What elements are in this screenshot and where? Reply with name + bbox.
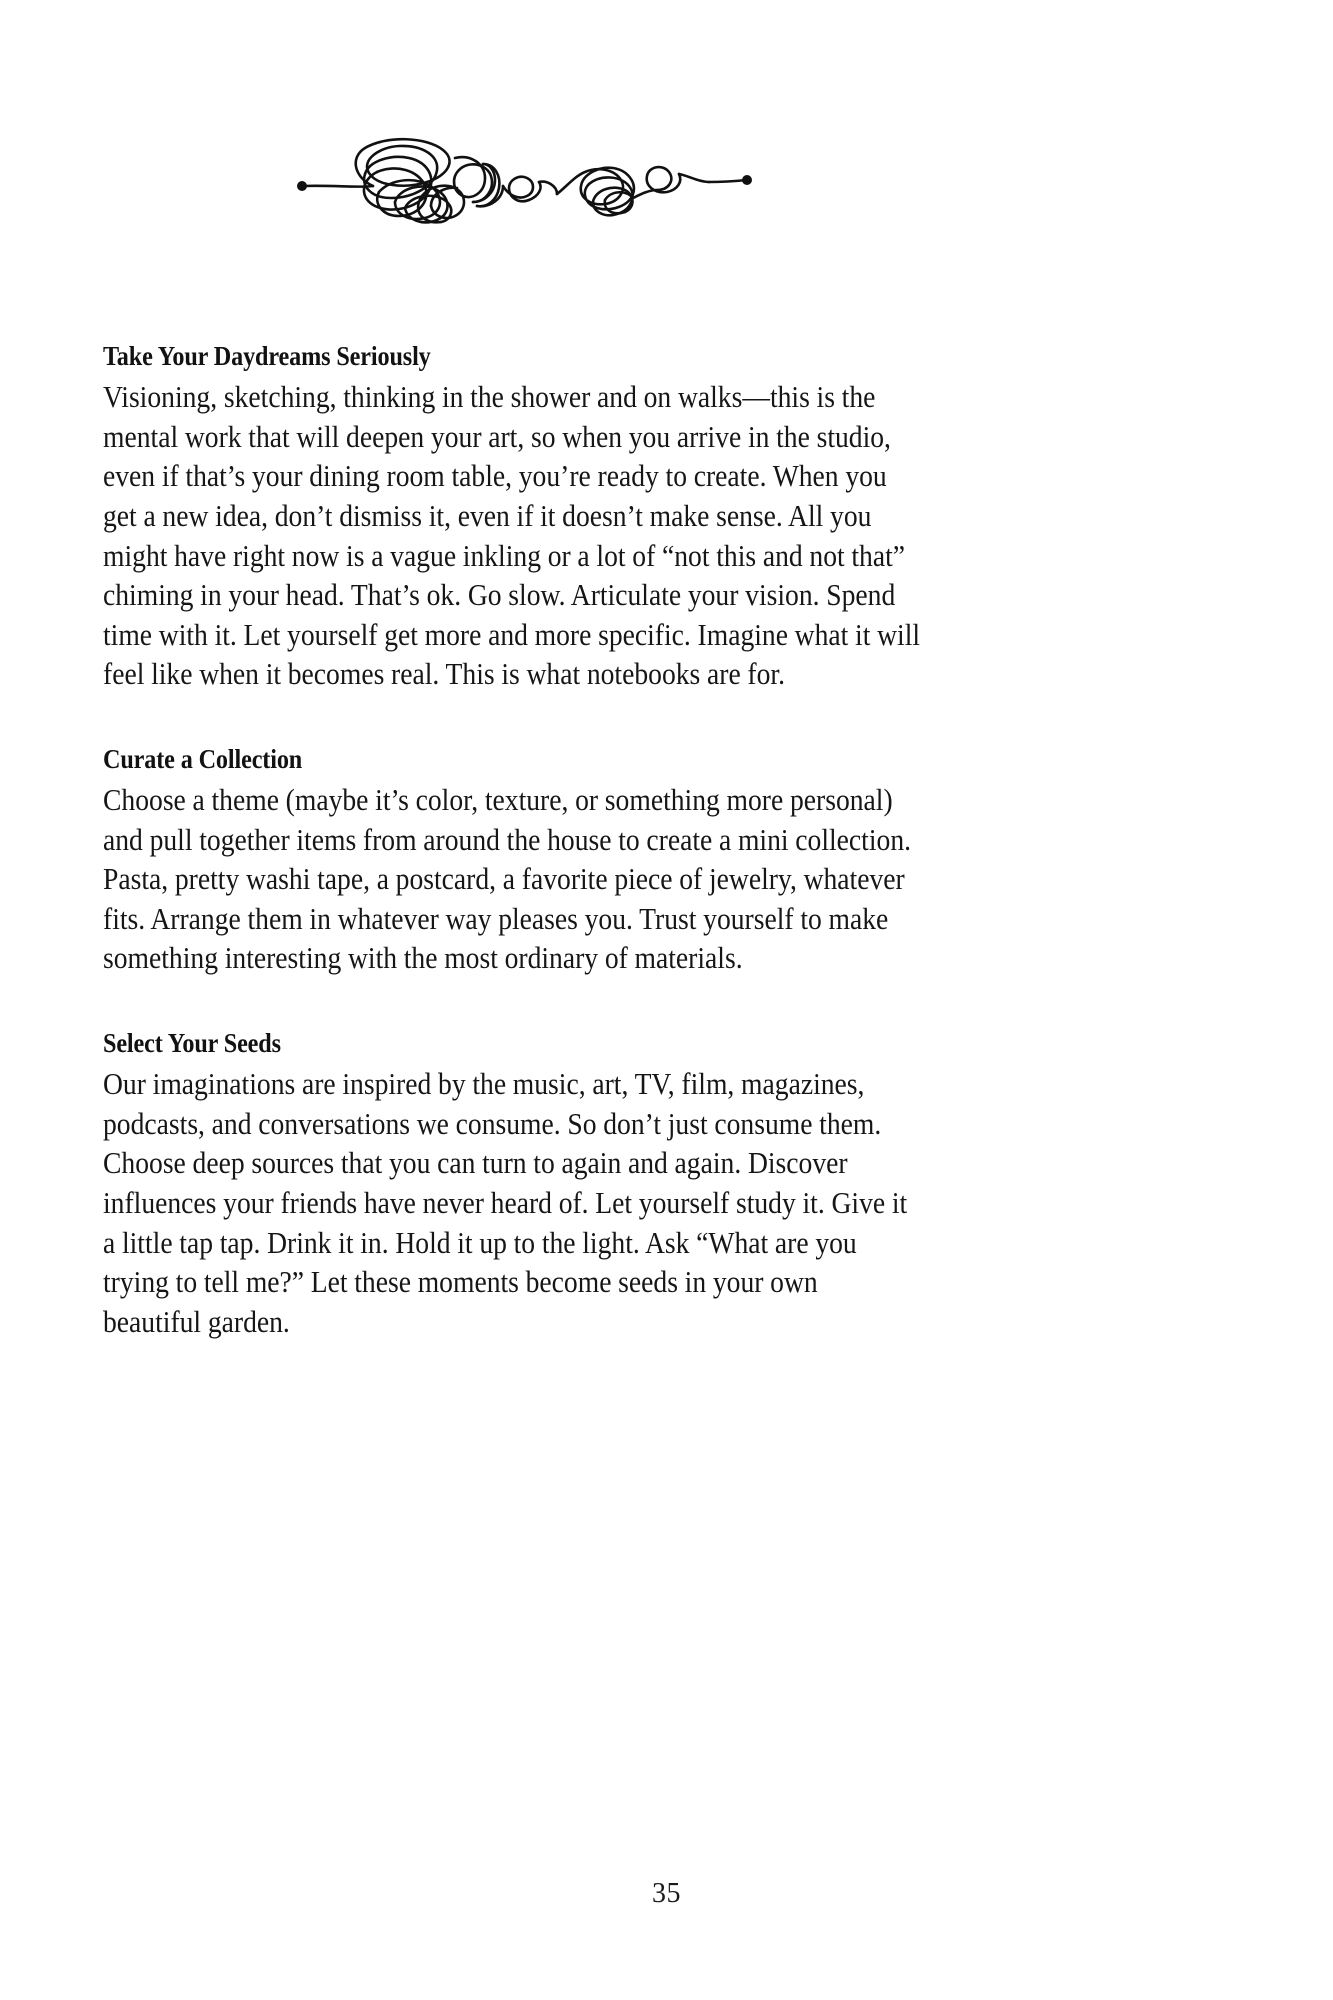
section-heading: Take Your Daydreams Seriously [103,340,431,371]
page-number: 35 [652,1878,681,1909]
section-select-your-seeds [103,1023,921,1342]
section-take-your-daydreams-seriously [103,336,921,695]
section-heading: Curate a Collection [103,742,303,774]
section-heading: Select Your Seeds [103,1027,281,1058]
section-curate-a-collection [103,739,921,979]
section-body: Choose a theme (maybe it’s color, texture, or something more personal) and pull together items from around the house to create a mini collection. Pasta, pretty washi tape, a postcard, a favorite piece of jewelry, whatever fits. Arrange them in whatever way pleases you. Trust yourself to make something interesting with the most ordinary of materials. [103,783,912,976]
section-body: Our imaginations are inspired by the music, art, TV, film, magazines, podcasts, and conversations we consume. So don’t just consume them. Choose deep sources that you can turn to again and again. Discover influences your friends have never heard of. Let yourself study it. Give it a little tap tap. Drink it in. Hold it up to the light. Ask “What are you trying to tell me?” Let these moments become seeds in your own beautiful garden. [103,1067,908,1339]
scribble-doodle-ornament [295,128,755,238]
section-body: Visioning, sketching, thinking in the shower and on walks—this is the mental work that will deepen your art, so when you arrive in the studio, even if that’s your dining room table, you’re ready to create. When you get a new idea, don’t dismiss it, even if it doesn’t make sense. All you might have right now is a vague inkling or a lot of “not this and not that” chiming in your head. That’s ok. Go slow. Articulate your vision. Spend time with it. Let yourself get more and more specific. Imagine what it will feel like when it becomes real. This is what notebooks are for. [103,380,921,692]
page-content [103,336,921,1342]
